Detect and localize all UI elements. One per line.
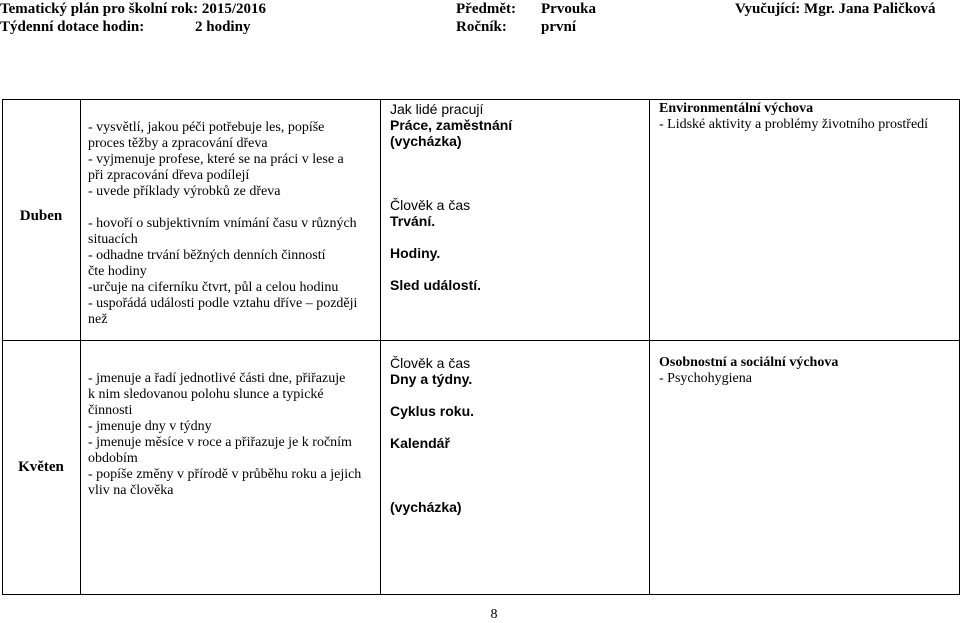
outcome-line: - popíše změny v přírodě v průběhu roku a jejich — [88, 467, 362, 482]
outcome-line: - odhadne trvání běžných denních činností — [88, 248, 326, 263]
month-label: Duben — [19, 208, 63, 224]
outcome-line: - hovoří o subjektivním vnímání času v různých — [88, 216, 357, 231]
outcome-line: - jmenuje měsíce v roce a přiřazuje je k ročním — [88, 435, 352, 450]
crosscutting-title: Environmentální výchova — [659, 101, 814, 116]
crosscutting-cell — [659, 101, 957, 133]
weekly-hours-value: 2 hodiny — [195, 19, 251, 35]
topic-line: Hodiny. — [390, 245, 441, 261]
outcome-line: obdobím — [88, 451, 138, 466]
topic-line: Trvání. — [390, 213, 436, 229]
topic-line: (vycházka) — [390, 133, 462, 149]
topic-line: Člověk a čas — [390, 197, 471, 213]
outcome-line: při zpracování dřeva podílejí — [88, 168, 250, 183]
crosscutting-item: - Lidské aktivity a problémy životního prostředí — [659, 117, 929, 132]
month-label: Květen — [18, 459, 64, 475]
outcome-line: činnosti — [88, 403, 133, 418]
outcome-line: - uspořádá události podle vztahu dříve – později — [88, 296, 358, 311]
column-divider — [380, 99, 381, 595]
outcome-line: - vysvětlí, jakou péči potřebuje les, popíše — [88, 120, 325, 135]
page-number: 8 — [490, 607, 498, 622]
topic-line: Kalendář — [390, 435, 450, 451]
table-left-border — [2, 99, 3, 595]
outcome-line: situacích — [88, 232, 138, 247]
subject-value: Prvouka — [541, 1, 597, 17]
topic-line: Cyklus roku. — [390, 403, 475, 419]
table-top-border — [2, 99, 960, 100]
plan-title: Tematický plán pro školní rok: 2015/2016 — [0, 1, 267, 17]
crosscutting-title: Osobnostní a sociální výchova — [659, 355, 839, 370]
plan-table — [2, 99, 960, 595]
topics-cell — [390, 101, 645, 293]
subject-label: Předmět: — [456, 1, 516, 17]
outcome-line: - jmenuje dny v týdny — [88, 419, 212, 434]
outcome-line: k nim sledovanou polohu slunce a typické — [88, 387, 324, 402]
column-divider — [80, 99, 81, 595]
row-divider — [2, 340, 960, 341]
grade-label: Ročník: — [456, 19, 507, 35]
crosscutting-cell — [659, 355, 957, 387]
topic-line: Dny a týdny. — [390, 371, 473, 387]
teacher-name: Vyučující: Mgr. Jana Paličková — [735, 1, 936, 17]
outcome-line: - uvede příklady výrobků ze dřeva — [88, 184, 281, 199]
outcome-line: -určuje na ciferníku čtvrt, půl a celou hodinu — [88, 280, 339, 295]
topic-line: Práce, zaměstnání — [390, 117, 513, 133]
topic-line: Sled událostí. — [390, 277, 482, 293]
outcome-line: - vyjmenuje profese, které se na práci v lese a — [88, 152, 344, 167]
outcome-line: - jmenuje a řadí jednotlivé části dne, přiřazuje — [88, 371, 346, 386]
table-bottom-border — [2, 594, 960, 595]
crosscutting-item: - Psychohygiena — [659, 371, 752, 386]
outcome-line: vliv na člověka — [88, 483, 174, 498]
outcome-line: proces těžby a zpracování dřeva — [88, 136, 268, 151]
topics-cell — [390, 355, 645, 515]
grade-value: první — [541, 19, 577, 35]
outcome-line: než — [88, 312, 108, 327]
topic-line: Jak lidé pracují — [390, 101, 484, 117]
topic-line: (vycházka) — [390, 499, 462, 515]
outcome-line: čte hodiny — [88, 264, 147, 279]
outcomes-cell — [88, 371, 376, 499]
column-divider — [649, 99, 650, 595]
weekly-hours-label: Týdenní dotace hodin: — [0, 19, 145, 35]
outcomes-cell — [88, 120, 376, 328]
topic-line: Člověk a čas — [390, 355, 471, 371]
